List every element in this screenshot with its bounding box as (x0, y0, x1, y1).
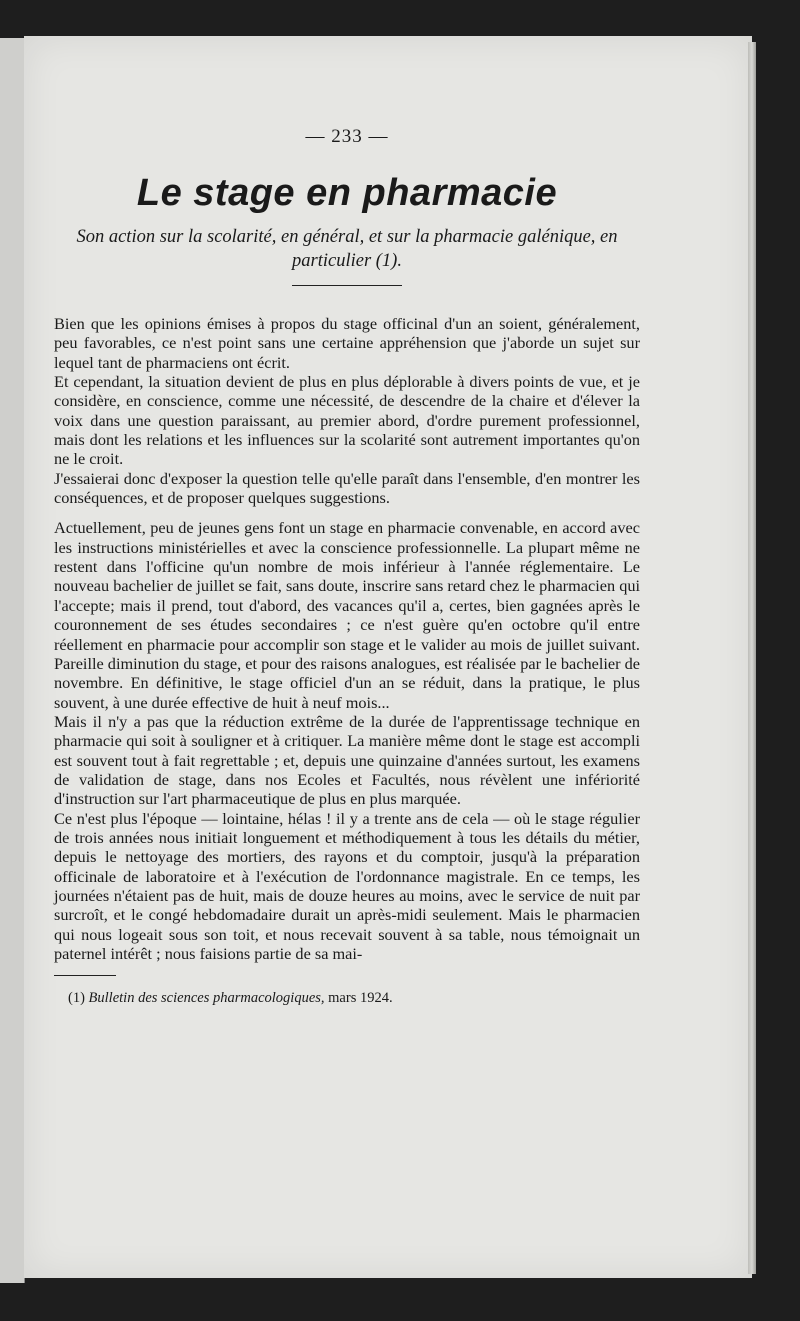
book-page (24, 36, 752, 1278)
paragraph-2: Et cependant, la situation devient de plus en plus déplorable à divers points de vue, et je considère, en conscience, comme une nécessité, de descendre de la chaire et d'élever la voix dans une question paraissant, au premier abord, d'ordre purement professionnel, mais dont les relations et les influences sur la scolarité sont autrement importantes qu'on ne le croit. (54, 372, 640, 469)
footnote-date: mars 1924. (328, 990, 393, 1007)
paragraph-5: Mais il n'y a pas que la réduction extrême de la durée de l'apprentissage technique en pharmacie qui soit à souligner et à critiquer. La manière même dont le stage est accompli est souvent tout à fait regrettable ; et, depuis une quinzaine d'années surtout, les examens de validation de stage, dans nos Ecoles et Facultés, nous révèlent une infériorité d'instruction sur l'art pharmaceutique de plus en plus marquée. (54, 711, 640, 809)
page-number: — 233 — (305, 126, 389, 147)
paragraph-4: Actuellement, peu de jeunes gens font un stage en pharmacie convenable, en accord avec les instructions ministérielles et avec la conscience professionnelle. La plupart même ne restent dans l'officine qu'un nombre de mois inférieur à l'année réglementaire. Le nouveau bachelier de juillet se fait, sans doute, inscrire sans retard chez le pharmacien qui l'accepte; mais il prend, tout d'abord, des vacances qu'il a, certes, bien gagnées après le couronnement de ses études secondaires ; ce n'est guère qu'en octobre qu'il entre réellement en pharmacie pour accomplir son stage et le valider au mois de juillet suivant. Pareille diminution du stage, et pour des raisons analogues, est réalisée par le bachelier de novembre. En définitive, le stage officiel d'un an se réduit, dans la pratique, le plus souvent, à une durée effective de huit à neuf mois... (54, 518, 640, 712)
article-title: Le stage en pharmacie (136, 172, 558, 214)
footnote-divider (54, 975, 116, 976)
article-subtitle: Son action sur la scolarité, en général, et sur la pharmacie galénique, en particulier (1). (76, 227, 618, 271)
page-stack-edge (748, 42, 756, 1274)
footnote (68, 990, 640, 1007)
paragraph-1: Bien que les opinions émises à propos du stage officinal d'un an soient, généralement, peu favorables, ce n'est point sans une certaine appréhension que j'aborde un sujet sur lequel tant de pharmaciens ont écrit. (54, 314, 640, 372)
article-body (54, 314, 640, 963)
adjacent-page-edge (0, 38, 25, 1283)
title-divider (292, 285, 402, 286)
footnote-source: Bulletin des sciences pharmacologiques, (88, 990, 325, 1007)
footnote-marker: (1) (68, 990, 85, 1007)
page-content (54, 126, 640, 1007)
paragraph-6: Ce n'est plus l'époque — lointaine, hélas ! il y a trente ans de cela — où le stage régulier de trois années nous initiait longuement et méthodiquement à tous les détails du métier, depuis le nettoyage des mortiers, des rayons et du comptoir, jusqu'à la préparation officinale de laboratoire et à l'exécution de l'ordonnance magistrale. En ce temps, les journées n'étaient pas de huit, mais de douze heures au moins, avec le service de nuit par surcroît, et le congé hebdomadaire durait un après-midi seulement. Mais le pharmacien qui nous logeait sous son toit, et nous recevait souvent à sa table, nous témoignait un paternel intérêt ; nous faisions partie de sa mai- (54, 808, 640, 963)
paragraph-3: J'essaierai donc d'exposer la question telle qu'elle paraît dans l'ensemble, d'en montrer les conséquences, et de proposer quelques suggestions. (54, 468, 640, 508)
